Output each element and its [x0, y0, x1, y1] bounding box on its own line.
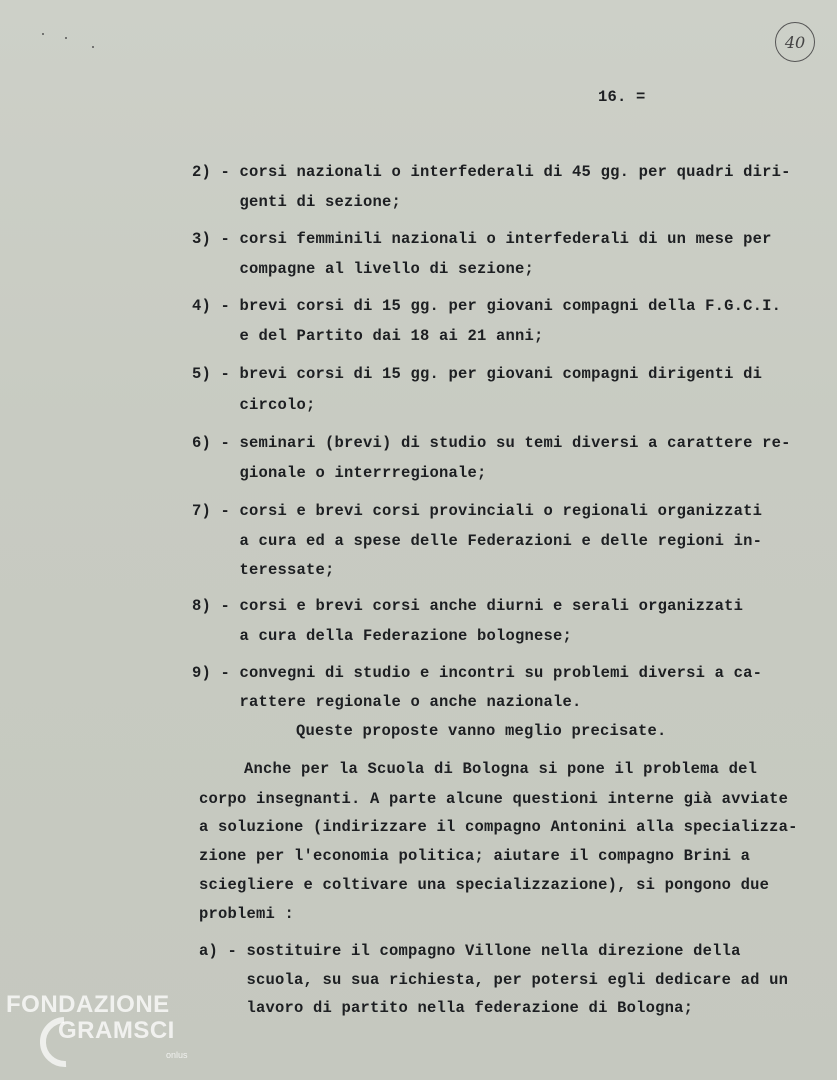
speck — [65, 37, 67, 39]
item-line: rattere regionale o anche nazionale. — [192, 693, 582, 711]
logo-line3: onlus — [166, 1050, 188, 1060]
item-a-line: a) - sostituire il compagno Villone nella direzione della — [199, 942, 741, 960]
page-mark-circle — [775, 22, 815, 62]
item-a-line: lavoro di partito nella federazione di Bologna; — [199, 999, 694, 1017]
paragraph-line: corpo insegnanti. A parte alcune questioni interne già avviate — [199, 790, 789, 808]
item-a-line: scuola, su sua richiesta, per potersi egli dedicare ad un — [199, 971, 789, 989]
item-line: teressate; — [192, 561, 335, 579]
item-line: e del Partito dai 18 ai 21 anni; — [192, 327, 544, 345]
note-line: Queste proposte vanno meglio precisate. — [296, 722, 667, 740]
item-line: 7) - corsi e brevi corsi provinciali o regionali organizzati — [192, 502, 763, 520]
item-line: a cura ed a spese delle Federazioni e delle regioni in- — [192, 532, 763, 550]
paragraph-line: problemi : — [199, 905, 295, 923]
paragraph-line: sciegliere e coltivare una specializzazione), si pongono due — [199, 876, 770, 894]
item-line: 8) - corsi e brevi corsi anche diurni e serali organizzati — [192, 597, 744, 615]
item-line: 4) - brevi corsi di 15 gg. per giovani compagni della F.G.C.I. — [192, 297, 782, 315]
speck — [92, 46, 94, 48]
item-line: gionale o interrregionale; — [192, 464, 487, 482]
page-number: 16. = — [598, 88, 646, 106]
item-line: a cura della Federazione bolognese; — [192, 627, 573, 645]
paragraph-line: a soluzione (indirizzare il compagno Antonini alla specializza- — [199, 818, 798, 836]
item-line: 6) - seminari (brevi) di studio su temi diversi a carattere re- — [192, 434, 791, 452]
item-line: 2) - corsi nazionali o interfederali di 45 gg. per quadri diri- — [192, 163, 791, 181]
item-line: genti di sezione; — [192, 193, 402, 211]
item-line: 9) - convegni di studio e incontri su problemi diversi a ca- — [192, 664, 763, 682]
fondazione-gramsci-logo — [6, 990, 211, 1075]
item-line: 3) - corsi femminili nazionali o interfederali di un mese per — [192, 230, 772, 248]
logo-line2: GRAMSCI — [58, 1017, 175, 1044]
item-line: 5) - brevi corsi di 15 gg. per giovani compagni dirigenti di — [192, 365, 763, 383]
paragraph-line: zione per l'economia politica; aiutare il compagno Brini a — [199, 847, 751, 865]
item-line: compagne al livello di sezione; — [192, 260, 535, 278]
item-line: circolo; — [192, 396, 316, 414]
paragraph-line: Anche per la Scuola di Bologna si pone il problema del — [244, 760, 758, 778]
logo-line1: FONDAZIONE — [6, 991, 170, 1018]
page-mark-text: 40 — [784, 32, 806, 52]
speck — [42, 33, 44, 35]
